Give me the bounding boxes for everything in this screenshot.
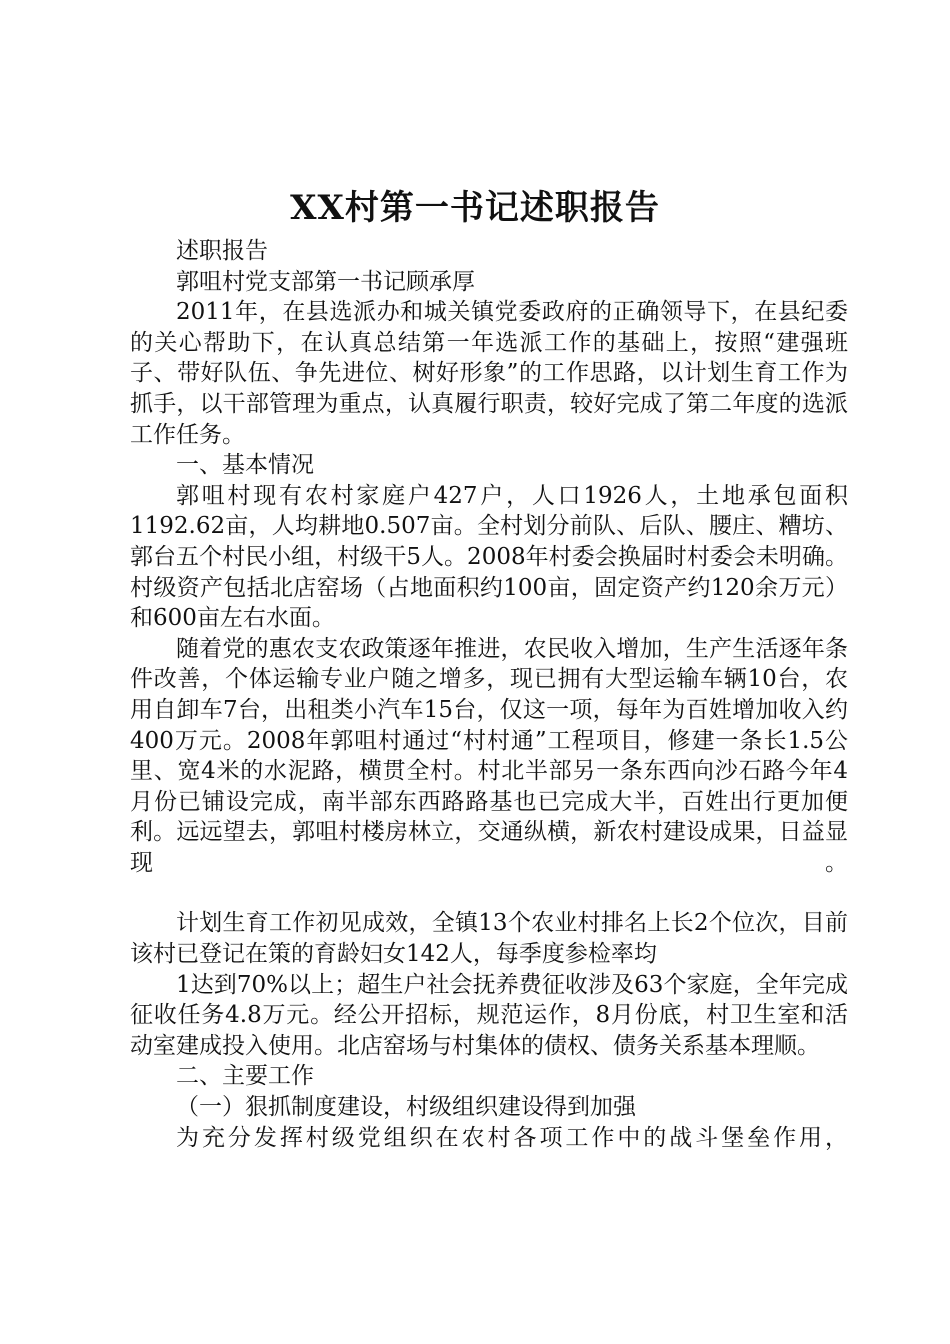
- report-label: 述职报告: [176, 238, 268, 264]
- intro-paragraph: 2011年，在县选派办和城关镇党委政府的正确领导下，在县纪委的关心帮助下，在认真总结第一年选派工作的基础上，按照“建强班子、带好队伍、争先进位、树好形象”的工作思路，以计划生育工作为抓手，以干部管理为重点，认真履行职责，较好完成了第二年度的选派工作任务。: [130, 299, 848, 448]
- family-planning-paragraph: 计划生育工作初见成效，全镇13个农业村排名上长2个位次，目前该村已登记在策的育龄妇女142人，每季度参检率均: [130, 910, 848, 968]
- basic-situation-paragraph: 郭咀村现有农村家庭户427户，人口1926人，土地承包面积1192.62亩，人均耕地0.507亩。全村划分前队、后队、腰庄、糟坊、郭台五个村民小组，村级干5人。2008年村委会换届时村委会未明确。村级资产包括北店窑场（占地面积约100亩，固定资产约120余万元）和600亩左右水面。: [130, 482, 848, 632]
- document-title: XX村第一书记述职报告: [290, 188, 660, 228]
- system-building-paragraph: 为充分发挥村级党组织在农村各项工作中的战斗堡垒作用，: [176, 1124, 848, 1151]
- section-heading-main-work: 二、主要工作: [176, 1063, 314, 1090]
- development-paragraph: 随着党的惠农支农政策逐年推进，农民收入增加，生产生活逐年条件改善，个体运输专业户随之增多，现已拥有大型运输车辆10台，农用自卸车7台，出租类小汽车15台，仅这一项，每年为百姓增加收入约400万元。2008年郭咀村通过“村村通”工程项目，修建一条长1.5公里、宽4米的水泥路，横贯全村。村北半部另一条东西向沙石路今年4月份已铺设完成，南半部东西路路基也已完成大半，百姓出行更加便利。远远望去，郭咀村楼房林立，交通纵横，新农村建设成果，日益显现。: [130, 635, 848, 876]
- document-body: [130, 236, 848, 1153]
- subsection-heading-system-building: （一）狠抓制度建设，村级组织建设得到加强: [176, 1094, 636, 1121]
- section-heading-basic-situation: 一、基本情况: [176, 452, 314, 479]
- collection-paragraph: 1达到70%以上；超生户社会抚养费征收涉及63个家庭，全年完成征收任务4.8万元。经公开招标，规范运作，8月份底，村卫生室和活动室建成投入使用。北店窑场与村集体的债权、债务关系基本理顺。: [130, 971, 848, 1059]
- paragraph-gap: [130, 878, 848, 908]
- author-line: 郭咀村党支部第一书记顾承厚: [176, 268, 475, 295]
